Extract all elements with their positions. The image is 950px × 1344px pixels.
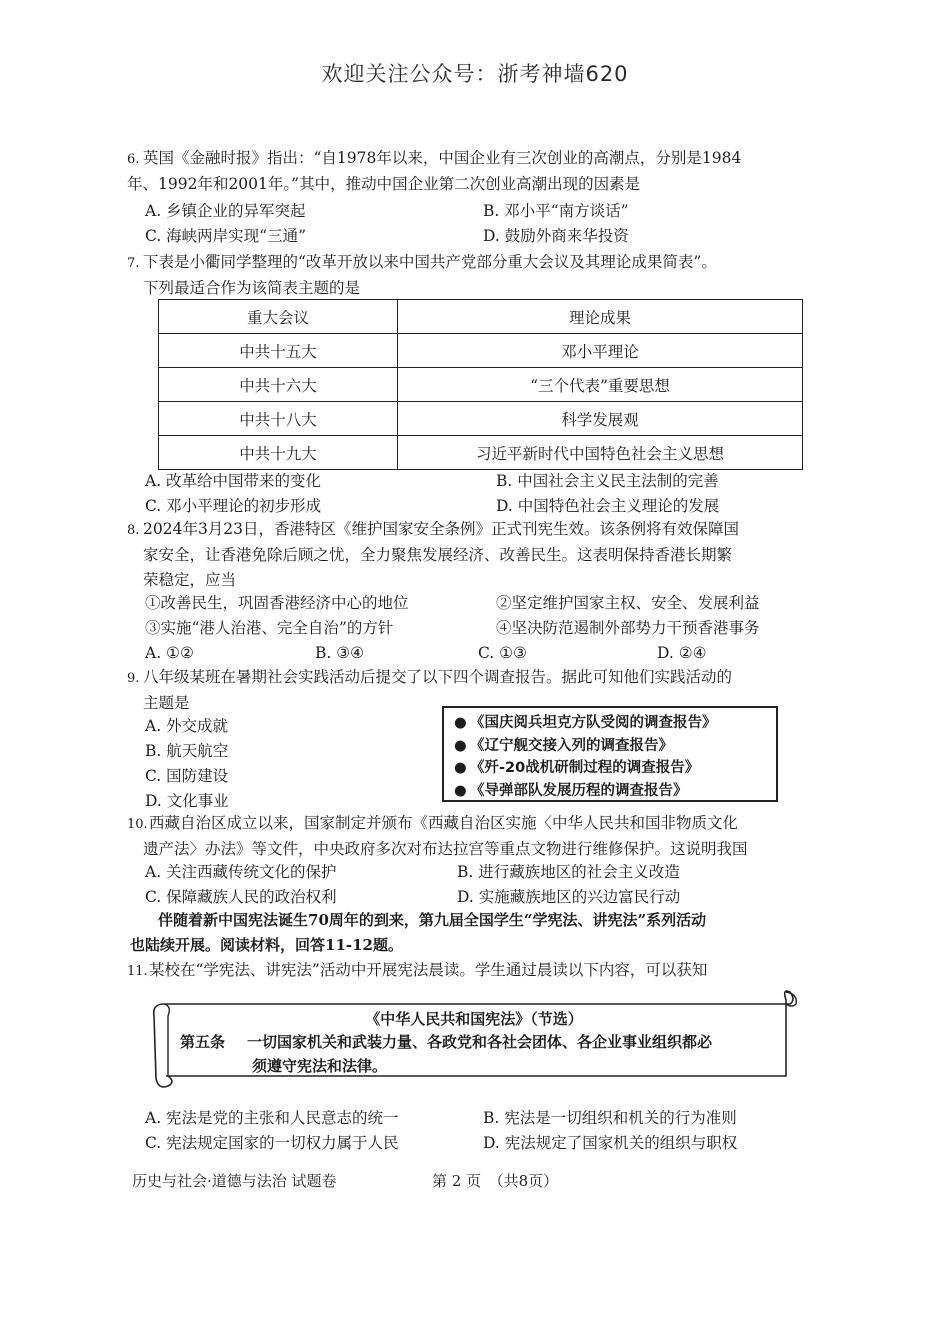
question-number: 11. [127, 964, 148, 979]
constitution-scroll [150, 986, 798, 1090]
question-text: 八年级某班在暑期社会实践活动后提交了以下四个调查报告。据此可知他们实践活动的 [143, 668, 733, 686]
reading-material [130, 908, 820, 958]
question-10 [127, 811, 817, 862]
option-c[interactable]: C. 宪法规定国家的一切权力属于人民 [145, 1134, 399, 1152]
table-row [159, 368, 803, 402]
table-cell: 科学发展观 [398, 402, 803, 436]
option-b[interactable]: B. 航天航空 [145, 742, 229, 760]
table-cell: 中共十九大 [159, 436, 398, 470]
constitution-article [180, 1030, 780, 1078]
question-number: 10. [127, 817, 148, 832]
option-b[interactable]: B. ③④ [315, 644, 365, 662]
question-text: 下列最适合作为该简表主题的是 [143, 279, 361, 297]
statement-3: ③实施“港人治港、完全自治”的方针 [145, 619, 394, 637]
question-text: 主题是 [143, 694, 190, 712]
scroll-title: 《中华人民共和国宪法》（节选） [365, 1010, 583, 1028]
question-text: 下表是小衢同学整理的“改革开放以来中国共产党部分重大会议及其理论成果简表”。 [143, 253, 717, 271]
table-header: 理论成果 [398, 300, 803, 334]
question-11 [127, 958, 817, 984]
option-b[interactable]: B. 宪法是一切组织和机关的行为准则 [483, 1109, 737, 1127]
table-cell: 邓小平理论 [398, 334, 803, 368]
option-c[interactable]: C. 邓小平理论的初步形成 [145, 497, 322, 515]
table-cell: 中共十六大 [159, 368, 398, 402]
question-text: 年、1992年和2001年。”其中，推动中国企业第二次创业高潮出现的因素是 [127, 175, 641, 193]
report-item: ● 《导弹部队发展历程的调查报告》 [454, 780, 776, 803]
option-a[interactable]: A. 改革给中国带来的变化 [145, 472, 322, 490]
table-row [159, 436, 803, 470]
question-number: 9. [127, 671, 140, 686]
option-d[interactable]: D. 鼓励外商来华投资 [483, 227, 629, 245]
material-text: 也陆续开展。阅读材料，回答11-12题。 [130, 936, 403, 954]
option-a[interactable]: A. 宪法是党的主张和人民意志的统一 [145, 1109, 399, 1127]
question-text: 荣稳定，应当 [143, 571, 237, 589]
question-number: 7. [127, 256, 140, 271]
meetings-table [158, 299, 803, 470]
article-label: 第五条 [180, 1033, 226, 1051]
table-row [159, 334, 803, 368]
option-d[interactable]: D. ②④ [657, 644, 707, 662]
option-c[interactable]: C. ①③ [478, 644, 527, 662]
option-a[interactable]: A. 外交成就 [145, 717, 229, 735]
table-cell: 习近平新时代中国特色社会主义思想 [398, 436, 803, 470]
bullet-icon: ● [454, 760, 467, 776]
bullet-icon: ● [454, 782, 467, 799]
statement-2: ②坚定维护国家主权、安全、发展利益 [496, 594, 760, 612]
option-c[interactable]: C. 海峡两岸实现“三通” [145, 227, 307, 245]
option-d[interactable]: D. 文化事业 [145, 792, 229, 810]
option-b[interactable]: B. 邓小平“南方谈话” [483, 202, 629, 220]
report-item: ● 《辽宁舰交接入列的调查报告》 [454, 735, 776, 758]
footer-subject: 历史与社会·道德与法治 试题卷 [132, 1172, 337, 1190]
table-cell: 中共十五大 [159, 334, 398, 368]
option-a[interactable]: A. 乡镇企业的异军突起 [145, 202, 306, 220]
option-c[interactable]: C. 保障藏族人民的政治权利 [145, 888, 337, 906]
table-header: 重大会议 [159, 300, 398, 334]
question-text: 英国《金融时报》指出：“自1978年以来，中国企业有三次创业的高潮点，分别是1984 [143, 149, 742, 167]
statement-4: ④坚决防范遏制外部势力干预香港事务 [496, 619, 760, 637]
question-number: 6. [127, 152, 140, 167]
option-a[interactable]: A. ①② [145, 644, 194, 662]
option-d[interactable]: D. 实施藏族地区的兴边富民行动 [457, 888, 681, 906]
question-number: 8. [127, 523, 140, 538]
header-banner: 欢迎关注公众号：浙考神墙620 [321, 62, 629, 86]
question-8 [127, 517, 817, 593]
table-header-row [159, 300, 803, 334]
option-b[interactable]: B. 中国社会主义民主法制的完善 [496, 472, 719, 490]
bullet-icon: ● [454, 737, 467, 754]
question-6 [127, 146, 817, 197]
question-text: 某校在“学宪法、讲宪法”活动中开展宪法晨读。学生通过晨读以下内容，可以获知 [149, 961, 708, 979]
statement-1: ①改善民生，巩固香港经济中心的地位 [145, 594, 409, 612]
report-item: ● 《国庆阅兵坦克方队受阅的调查报告》 [454, 712, 776, 735]
report-item: ● 《歼-20战机研制过程的调查报告》 [454, 757, 776, 780]
survey-reports-box [442, 706, 778, 802]
option-b[interactable]: B. 进行藏族地区的社会主义改造 [457, 863, 680, 881]
bullet-icon: ● [454, 715, 467, 731]
question-text: 遗产法〉办法》等文件，中央政府多次对布达拉宫等重点文物进行维修保护。这说明我国 [143, 840, 748, 858]
question-text: 西藏自治区成立以来，国家制定并颁布《西藏自治区实施〈中华人民共和国非物质文化 [149, 814, 739, 832]
table-row [159, 402, 803, 436]
article-text: 须遵守宪法和法律。 [252, 1057, 388, 1075]
material-text: 伴随着新中国宪法诞生70周年的到来，第九届全国学生“学宪法、讲宪法”系列活动 [158, 911, 707, 929]
article-text: 一切国家机关和武装力量、各政党和各社会团体、各企业事业组织都必 [247, 1033, 713, 1051]
question-text: 家安全，让香港免除后顾之忧，全力聚焦发展经济、改善民生。这表明保持香港长期繁 [143, 546, 733, 564]
question-7 [127, 250, 817, 301]
footer-page-number: 第 2 页 （共8页） [432, 1172, 559, 1190]
option-d[interactable]: D. 中国特色社会主义理论的发展 [496, 497, 720, 515]
option-d[interactable]: D. 宪法规定了国家机关的组织与职权 [483, 1134, 738, 1152]
option-a[interactable]: A. 关注西藏传统文化的保护 [145, 863, 337, 881]
option-c[interactable]: C. 国防建设 [145, 767, 229, 785]
table-cell: “三个代表”重要思想 [398, 368, 803, 402]
question-text: 2024年3月23日，香港特区《维护国家安全条例》正式刊宪生效。该条例将有效保障国 [143, 520, 740, 538]
table-cell: 中共十八大 [159, 402, 398, 436]
